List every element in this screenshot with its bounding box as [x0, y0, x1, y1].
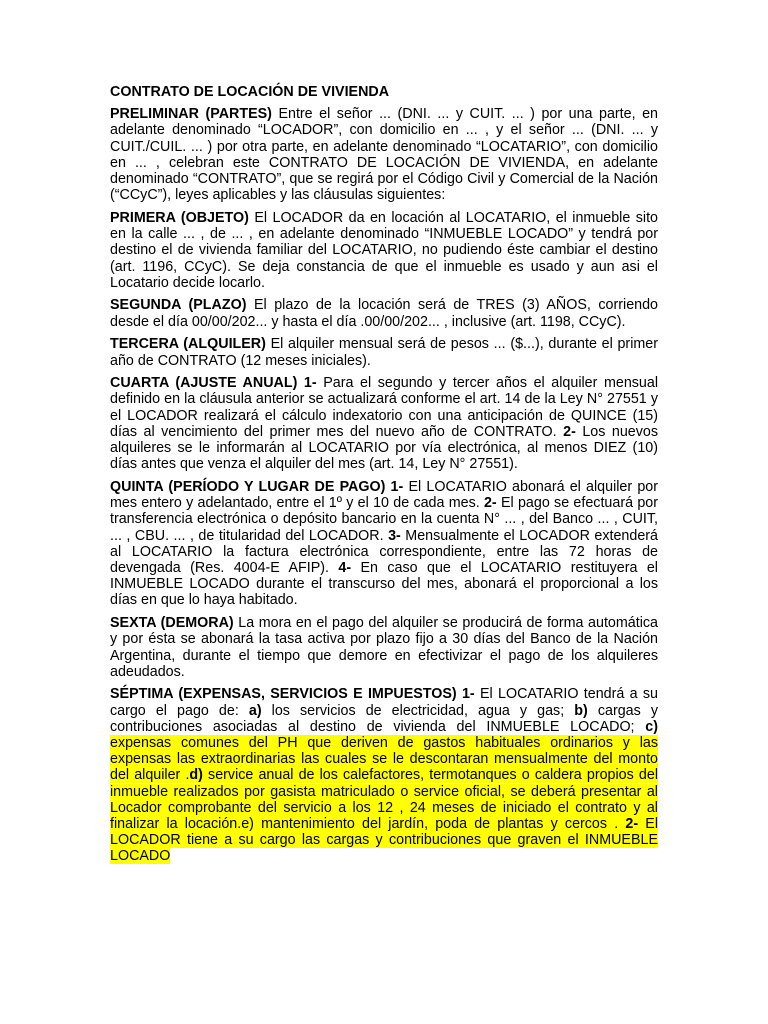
- document-title: CONTRATO DE LOCACIÓN DE VIVIENDA: [110, 84, 390, 100]
- highlighted-text: [189, 767, 203, 783]
- clause-heading: PRELIMINAR (PARTES): [110, 106, 272, 123]
- clause-heading: 3-: [388, 527, 401, 544]
- clause-text: En caso que el LOCATARIO restituyera el INMUEBLE LOCADO durante el transcurso del mes, abonará el proporcional a los días en que lo haya habitado.: [110, 559, 658, 609]
- clause-heading: SEXTA (DEMORA): [110, 615, 234, 632]
- clause-text: service anual de los calefactores, termotanques o caldera propios del inmueble realizados por gasista matriculado o service oficial, se deberá presentar al Locador comprobante del servicio a los 12 , 24 meses de iniciado el contrato y al finalizar la locación.e) mantenimiento del jardín, poda de plantas y cercos .: [110, 767, 658, 833]
- clause-text: El LOCADOR da en locación al LOCATARIO, el inmueble sito en la calle ... , de ... , en adelante denominado “INMUEBLE LOCADO” y tendrá por destino el de vivienda familiar del LOCATARIO, no pudiendo éste cambiar el destino (art. 1196, CCyC). Se deja constancia de que el inmueble es usado y aun asi el Locatario decide locarlo.: [110, 209, 658, 291]
- clause-septima: [110, 686, 658, 864]
- clause-text: Entre el señor ... (DNI. ... y CUIT. ... ) por una parte, en adelante denominado “LOCADOR”, con domicilio en ... , y el señor ... (DNI. ... y CUIT./CUIL. ... ) por otra parte, en adelante denominado “LOCATARIO”, con domicilio en ... , celebran este CONTRATO DE LOCACIÓN DE VIVIENDA, en adelante denominado “CONTRATO”, que se regirá por el Código Civil y Comercial de la Nación (“CCyC”), leyes aplicables y las cláusulas siguientes:: [110, 106, 658, 204]
- clause-heading: SÉPTIMA (EXPENSAS, SERVICIOS E IMPUESTOS) 1-: [110, 686, 475, 703]
- clause-text: El alquiler mensual será de pesos ... ($...), durante el primer año de CONTRATO (12 meses iniciales).: [110, 336, 658, 369]
- clause-primera: [110, 210, 658, 291]
- clause-heading: CUARTA (AJUSTE ANUAL) 1-: [110, 375, 317, 392]
- clause-text: expensas comunes del PH que deriven de gastos habituales ordinarios y las expensas las extraordinarias las cuales se le descontaran mensualmente del monto del alquiler .: [110, 735, 658, 784]
- clause-heading: 4-: [338, 559, 352, 576]
- clause-sexta: [110, 615, 658, 680]
- clause-heading: TERCERA (ALQUILER): [110, 336, 266, 353]
- clause-heading: PRIMERA (OBJETO): [110, 209, 249, 226]
- clause-heading: 2-: [625, 816, 639, 833]
- clause-text: El pago se efectuará por transferencia electrónica o depósito bancario en la cuenta N° ... , del Banco ... , CUIT, ... , CBU. ... , de titularidad del LOCADOR.: [110, 495, 658, 544]
- clause-preliminar: [110, 106, 658, 203]
- clause-text: El plazo de la locación será de TRES (3) AÑOS, corriendo desde el día 00/00/202... y hasta el día .00/00/202... , inclusive (art. 1198, CCyC).: [110, 297, 659, 330]
- contract-body: [110, 84, 658, 871]
- clause-text: Mensualmente el LOCADOR extenderá al LOCATARIO la factura electrónica correspondiente, entre las 72 horas de devengada (Res. 4004-E AFIP).: [110, 527, 658, 576]
- clause-text: El LOCATARIO tendrá a su cargo el pago de:: [110, 686, 658, 719]
- clause-text: El LOCATARIO abonará el alquiler por mes entero y adelantado, entre el 1º y el 10 de cada mes.: [110, 478, 658, 512]
- clause-heading: d): [189, 767, 203, 784]
- clause-heading: 2-: [563, 423, 576, 440]
- clause-heading: QUINTA (PERÍODO Y LUGAR DE PAGO) 1-: [110, 478, 404, 495]
- clause-heading: SEGUNDA (PLAZO): [110, 297, 247, 314]
- clause-heading: 2-: [483, 495, 497, 512]
- clause-text: cargas y contribuciones asociadas al destino de vivienda del INMUEBLE LOCADO;: [110, 702, 658, 735]
- clause-text: Para el segundo y tercer años el alquiler mensual definido en la cláusula anterior se actualizará conforme el art. 14 de la Ley N° 27551 y el LOCADOR realizará el cálculo indexatorio con una anticipación de QUINCE (15) días al vencimiento del primer mes del nuevo año de CONTRATO.: [110, 375, 659, 440]
- clause-text: La mora en el pago del alquiler se producirá de forma automática y por ésta se abonará la tasa activa por plazo fijo a 30 días del Banco de la Nación Argentina, durante el tiempo que demore en efectivizar el pago de los alquileres adeudados.: [110, 615, 658, 680]
- highlighted-text: [625, 816, 638, 832]
- clause-cuarta: [110, 375, 658, 472]
- clause-heading: a): [248, 702, 262, 719]
- clause-text: Los nuevos alquileres se le informarán al LOCATARIO por vía electrónica, al menos DIEZ (10) días antes que venza el alquiler del mes (art. 14, Ley N° 27551).: [110, 423, 658, 473]
- clause-text: El LOCADOR tiene a su cargo las cargas y contribuciones que graven el INMUEBLE LOCADO: [110, 816, 659, 865]
- clause-quinta: [110, 479, 658, 609]
- clause-text: los servicios de electricidad, agua y gas;: [261, 702, 575, 719]
- clause-heading: c): [645, 718, 658, 735]
- clause-tercera: [110, 336, 658, 368]
- clause-segunda: [110, 297, 658, 329]
- clause-heading: b): [574, 702, 588, 719]
